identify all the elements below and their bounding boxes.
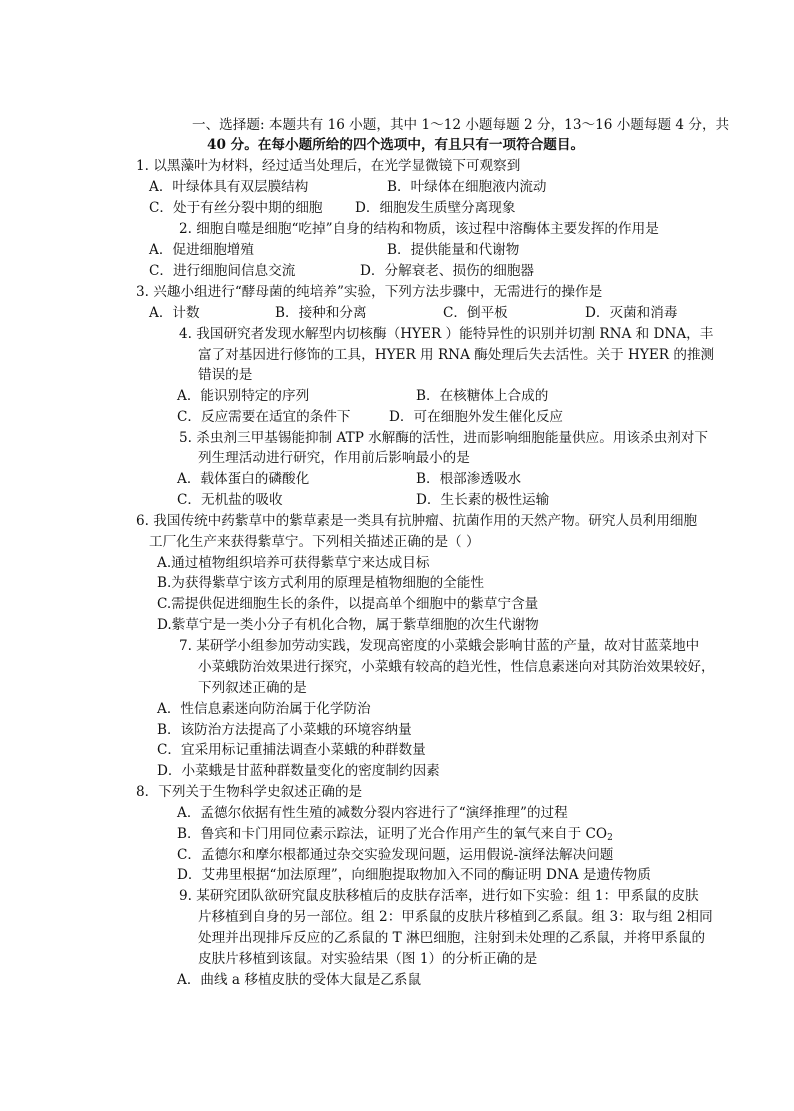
question-5-option-b: B．根部渗透吸水 [416,471,522,487]
question-4-option-b: B．在核糖体上合成的 [416,388,549,404]
question-5-option-d: D．生长素的极性运输 [416,492,550,508]
question-1-option-c: C．处于有丝分裂中期的细胞 [149,200,323,216]
question-8-option-c: C．孟德尔和摩尔根都通过杂交实验发现问题，运用假说-演绎法解决问题 [177,847,614,863]
question-7-option-d: D．小菜蛾是甘蓝种群数量变化的密度制约因素 [157,763,440,779]
question-5-stem-line-2: 列生理活动进行研究，作用前后影响最小的是 [198,450,470,466]
question-2-option-b: B．提供能量和代谢物 [387,242,520,258]
question-3-option-b: B．接种和分离 [275,305,367,321]
question-7-option-c: C．宜采用标记重捕法调查小菜蛾的种群数量 [157,742,426,758]
question-5-option-c: C．无机盐的吸收 [177,492,283,508]
question-5-option-a: A．载体蛋白的磷酸化 [177,471,310,487]
subscript-2: 2 [607,833,613,843]
question-1-option-b: B．叶绿体在细胞液内流动 [387,179,547,195]
question-9-stem-line-4: 皮肤片移植到该鼠。对实验结果（图 1）的分析正确的是 [198,951,538,967]
question-4-option-a: A．能识别特定的序列 [177,388,310,404]
question-5-stem-line-1: 5. 杀虫剂三甲基锡能抑制 ATP 水解酶的活性，进而影响细胞能量供应。用该杀虫剂对下 [179,430,708,446]
question-4-stem-line-3: 错误的是 [198,367,253,383]
question-2-option-c: C．进行细胞间信息交流 [149,263,296,279]
question-1-stem: 1. 以黑藻叶为材料，经过适当处理后，在光学显微镜下可观察到 [136,158,521,174]
question-7-stem-line-3: 下列叙述正确的是 [198,680,307,696]
question-9-stem-line-2: 片移植到自身的另一部位。组 2：甲系鼠的皮肤片移植到乙系鼠。组 3：取与组 2相同 [198,909,713,925]
section-heading-line-1: 一、选择题: 本题共有 16 小题，其中 1～12 小题每题 2 分，13～16 小题每题 4 分，共 [192,117,730,133]
question-1-option-a: A．叶绿体具有双层膜结构 [149,179,309,195]
question-9-option-a: A．曲线 a 移植皮肤的受体大鼠是乙系鼠 [177,972,422,988]
question-8-option-d: D．艾弗里根据“加法原理”，向细胞提取物加入不同的酶证明 DNA 是遗传物质 [177,867,651,883]
question-4-stem-line-1: 4. 我国研究者发现水解型内切核酶（HYER ）能特异性的识别并切割 RNA 和 DNA，丰 [179,326,714,342]
question-2-stem: 2. 细胞自噬是细胞“吃掉”自身的结构和物质，该过程中溶酶体主要发挥的作用是 [179,221,659,237]
question-9-stem-line-3: 处理并出现排斥反应的乙系鼠的 T 淋巴细胞，注射到未处理的乙系鼠，并将甲系鼠的 [198,930,706,946]
question-7-stem-line-2: 小菜蛾防治效果进行探究，小菜蛾有较高的趋光性，性信息素迷向对其防治效果较好， [198,659,715,675]
question-9-stem-line-1: 9. 某研究团队欲研究鼠皮肤移植后的皮肤存活率，进行如下实验：组 1：甲系鼠的皮肤 [179,888,699,904]
question-6-option-b: B.为获得紫草宁该方式利用的原理是植物细胞的全能性 [157,575,484,591]
question-3-option-c: C．倒平板 [443,305,508,321]
question-8-option-b-text: B．鲁宾和卡门用同位素示踪法，证明了光合作用产生的氧气来自于 CO [177,826,608,842]
question-8-option-a: A．孟德尔依据有性生殖的减数分裂内容进行了“演绎推理”的过程 [177,805,568,821]
question-3-option-a: A．计数 [149,305,200,321]
question-3-stem: 3. 兴趣小组进行“酵母菌的纯培养”实验，下列方法步骤中，无需进行的操作是 [136,284,603,300]
question-6-stem-line-2: 工厂化生产来获得紫草宁。下列相关描述正确的是（ ） [149,534,480,550]
question-3-option-d: D．灭菌和消毒 [585,305,678,321]
question-6-option-d: D.紫草宁是一类小分子有机化合物，属于紫草细胞的次生代谢物 [157,617,539,633]
question-4-stem-line-2: 富了对基因进行修饰的工具，HYER 用 RNA 酶处理后失去活性。关于 HYER 的推测 [198,347,715,363]
question-4-option-c: C．反应需要在适宜的条件下 [177,409,351,425]
question-2-option-d: D．分解衰老、损伤的细胞器 [360,263,535,279]
question-1-option-d: D．细胞发生质壁分离现象 [355,200,516,216]
question-4-option-d: D．可在细胞外发生催化反应 [389,409,564,425]
question-7-option-b: B．该防治方法提高了小菜蛾的环境容纳量 [157,722,412,738]
question-6-option-c: C.需提供促进细胞生长的条件，以提高单个细胞中的紫草宁含量 [157,596,539,612]
question-2-option-a: A．促进细胞增殖 [149,242,254,258]
question-6-stem-line-1: 6. 我国传统中药紫草中的紫草素是一类具有抗肿瘤、抗菌作用的天然产物。研究人员利用细胞 [136,513,698,529]
question-7-stem-line-1: 7. 某研学小组参加劳动实践，发现高密度的小菜蛾会影响甘蓝的产量，故对甘蓝菜地中 [179,638,700,654]
question-6-option-a: A.通过植物组织培养可获得紫草宁来达成目标 [157,555,430,571]
section-heading-line-2: 40 分。在每小题所给的四个选项中，有且只有一项符合题目。 [207,137,585,153]
question-8-stem: 8．下列关于生物科学史叙述正确的是 [136,784,363,800]
question-7-option-a: A．性信息素迷向防治属于化学防治 [157,701,371,717]
